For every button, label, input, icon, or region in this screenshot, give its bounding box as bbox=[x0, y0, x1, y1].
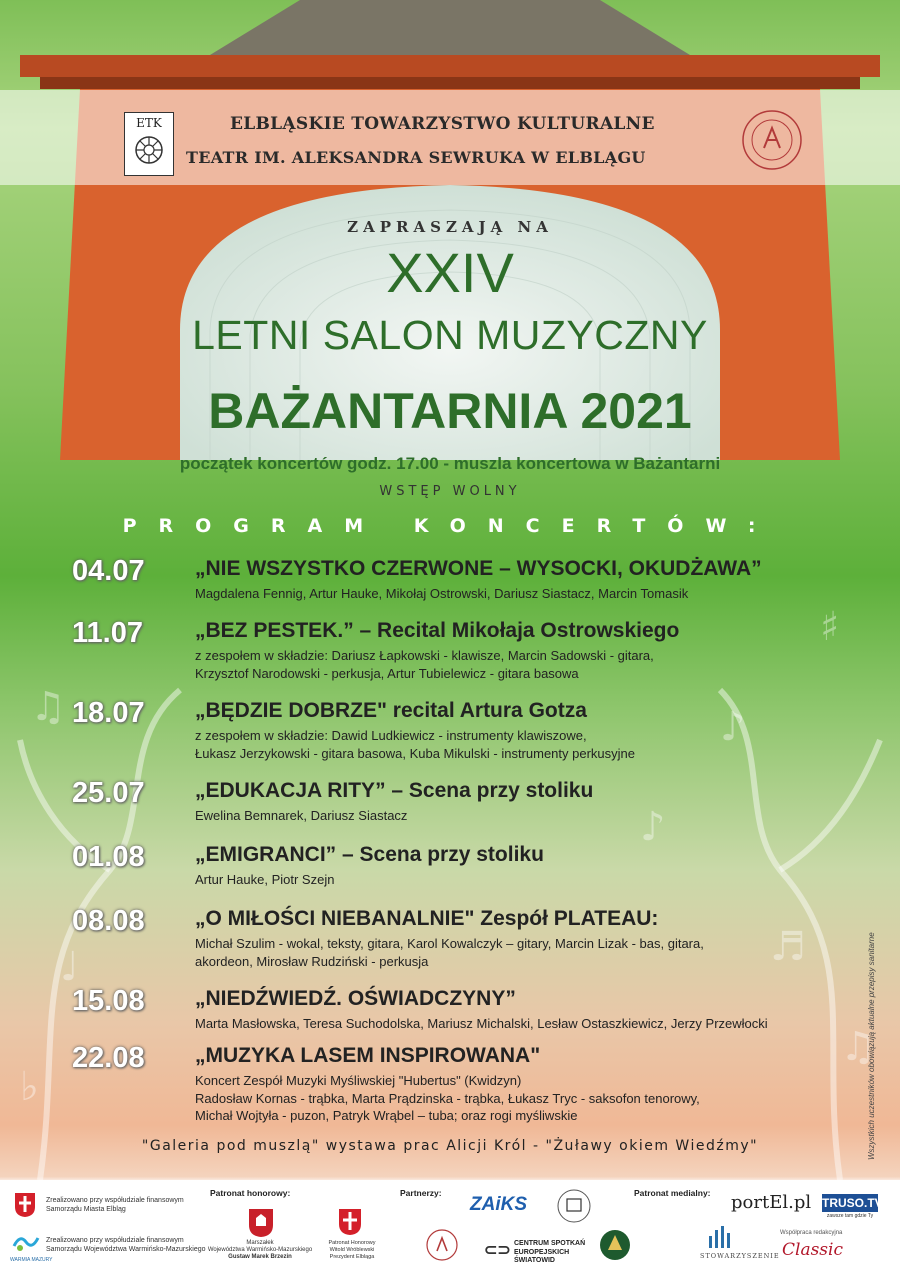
warmia-mazury-label: WARMIA MAZURY bbox=[10, 1257, 53, 1263]
concert-date: 08.08 bbox=[72, 905, 145, 937]
patronage-line: Województwa Warmińsko-Mazurskiego bbox=[207, 1247, 313, 1253]
honorary-patronage-heading: Patronat honorowy: bbox=[210, 1188, 291, 1198]
svg-text:♫: ♫ bbox=[840, 1024, 876, 1070]
truso-tv-logo: TRUSO.TV bbox=[822, 1196, 883, 1210]
stowarzyszenie-logo-icon bbox=[706, 1224, 732, 1250]
svg-text:♯: ♯ bbox=[820, 604, 840, 650]
partners-heading: Partnerzy: bbox=[400, 1188, 442, 1198]
radio-classic-logo: Classic bbox=[782, 1240, 843, 1260]
performers-line: Ewelina Bemnarek, Dariusz Siastacz bbox=[195, 808, 408, 823]
concert-title: „EDUKACJA RITY” – Scena przy stoliku bbox=[195, 779, 594, 802]
president-patronage bbox=[322, 1240, 382, 1261]
csew-logo-text bbox=[514, 1240, 585, 1266]
concert-date: 18.07 bbox=[72, 697, 145, 729]
theatre-seal-small-icon bbox=[425, 1228, 459, 1262]
concert-performers bbox=[195, 807, 795, 825]
etk-logo bbox=[124, 112, 174, 176]
patronage-line: Patronat Honorowy bbox=[328, 1240, 376, 1246]
concert-performers bbox=[195, 727, 795, 762]
concert-title: „NIE WSZYSTKO CZERWONE – WYSOCKI, OKUDŻAWA” bbox=[195, 557, 762, 580]
performers-line: Marta Masłowska, Teresa Suchodolska, Mariusz Michalski, Lesław Ostaszkiewicz, Jerzy Przewłocki bbox=[195, 1016, 768, 1031]
free-entry-note: WSTĘP WOLNY bbox=[379, 484, 521, 499]
theatre-seal-logo bbox=[740, 108, 804, 172]
truso-tv-slogan: zawsze tam gdzie Ty bbox=[826, 1213, 874, 1219]
etk-logo-text: ETK bbox=[136, 116, 162, 130]
funding-line: Zrealizowano przy współudziale finansowym bbox=[46, 1197, 184, 1204]
concert-performers bbox=[195, 585, 795, 603]
concert-title: „NIEDŹWIEDŹ. OŚWIADCZYNY” bbox=[195, 987, 516, 1010]
gallery-exhibition-note: "Galeria pod muszlą" wystawa prac Alicji Król - "Żuławy okiem Wiedźmy" bbox=[141, 1138, 759, 1154]
funding-region-note bbox=[46, 1236, 206, 1254]
performers-line: Radosław Kornas - trąbka, Marta Prądzinska - trąbka, Łukasz Tryc - saksofon tenorowy, bbox=[195, 1090, 700, 1106]
concert-date: 11.07 bbox=[72, 617, 143, 649]
elblag-president-coat-of-arms-icon bbox=[338, 1208, 362, 1236]
svg-text:♭: ♭ bbox=[20, 1064, 39, 1110]
concert-performers bbox=[195, 871, 795, 889]
performers-line: Magdalena Fennig, Artur Hauke, Mikołaj Ostrowski, Dariusz Siastacz, Marcin Tomasik bbox=[195, 586, 689, 601]
media-patronage-heading: Patronat medialny: bbox=[634, 1188, 711, 1198]
funding-line: Samorządu Miasta Elbląg bbox=[46, 1206, 126, 1213]
patronage-line: Marszałek bbox=[246, 1240, 274, 1246]
concert-performers bbox=[195, 1072, 795, 1125]
svg-text:♪: ♪ bbox=[720, 704, 746, 750]
patronage-line: Witold Wróblewski bbox=[329, 1247, 375, 1253]
stowarzyszenie-label: STOWARZYSZENIE bbox=[700, 1252, 780, 1260]
performers-line: Krzysztof Narodowski - perkusja, Artur Tubielewicz - gitara basowa bbox=[195, 665, 579, 681]
svg-text:♩: ♩ bbox=[60, 944, 79, 990]
svg-text:♪: ♪ bbox=[640, 804, 666, 850]
elblag-coat-of-arms-icon bbox=[14, 1192, 36, 1218]
partner-circular-logo-icon bbox=[556, 1188, 592, 1224]
portel-logo: portEl.pl bbox=[731, 1192, 812, 1213]
concert-title: „BEZ PESTEK.” – Recital Mikołaja Ostrowskiego bbox=[195, 619, 680, 642]
concert-date: 01.08 bbox=[72, 841, 145, 873]
concert-date: 25.07 bbox=[72, 777, 145, 809]
region-coat-of-arms-icon bbox=[248, 1208, 274, 1238]
svg-text:♫: ♫ bbox=[30, 684, 66, 730]
performers-line: Michał Szulim - wokal, teksty, gitara, Karol Kowalczyk – gitary, Marcin Lizak - bas, gitara, bbox=[195, 936, 704, 951]
funding-line: Zrealizowano przy współudziale finansowym bbox=[46, 1237, 184, 1244]
performers-line: Michał Wojtyła - puzon, Patryk Wrąbel – tuba; oraz rogi myśliwskie bbox=[195, 1108, 578, 1123]
concert-performers bbox=[195, 647, 795, 682]
classic-caption: Współpraca redakcyjna bbox=[780, 1230, 843, 1236]
performers-line: Artur Hauke, Piotr Szejn bbox=[195, 872, 335, 887]
program-heading: PROGRAM KONCERTÓW: bbox=[122, 515, 778, 537]
concert-performers bbox=[195, 935, 795, 970]
organizer-line-1: ELBLĄSKIE TOWARZYSTWO KULTURALNE bbox=[230, 114, 655, 134]
forestry-emblem-icon bbox=[598, 1228, 632, 1262]
festival-edition: XXIV bbox=[386, 241, 514, 304]
patronage-line: Prezydent Elbląga bbox=[329, 1254, 375, 1260]
festival-subtitle-year: BAŻANTARNIA 2021 bbox=[208, 383, 692, 439]
performers-line: akordeon, Mirosław Rudziński - perkusja bbox=[195, 953, 429, 969]
concert-title: „EMIGRANCI” – Scena przy stoliku bbox=[195, 843, 544, 866]
concert-title: „O MIŁOŚCI NIEBANALNIE" Zespół PLATEAU: bbox=[195, 907, 659, 930]
performers-line: Koncert Zespół Muzyki Myśliwskiej "Hubertus" (Kwidzyn) bbox=[195, 1073, 522, 1088]
csew-line: ŚWIATOWID bbox=[514, 1257, 555, 1264]
svg-text:♬: ♬ bbox=[770, 924, 806, 970]
performers-line: Łukasz Jerzykowski - gitara basowa, Kuba Mikulski - instrumenty perkusyjne bbox=[195, 745, 636, 761]
concert-title: „BĘDZIE DOBRZE" recital Artura Gotza bbox=[195, 699, 587, 722]
warmia-mazury-logo-icon bbox=[12, 1232, 40, 1254]
organizer-line-2: TEATR IM. ALEKSANDRA SEWRUKA W ELBLĄGU bbox=[186, 148, 646, 167]
concert-date: 15.08 bbox=[72, 985, 145, 1017]
sanitary-rules-note: Wszystkich uczestników obowiązują aktualne przepisy sanitarne bbox=[867, 932, 876, 1160]
performers-line: z zespołem w składzie: Dawid Ludkiewicz - instrumenty klawiszowe, bbox=[195, 728, 587, 743]
concert-date: 22.08 bbox=[72, 1042, 145, 1074]
csew-mark-icon: ⊂⊃ bbox=[484, 1242, 511, 1259]
concert-date: 04.07 bbox=[72, 555, 145, 587]
concert-time-location: początek koncertów godz. 17.00 - muszla koncertowa w Bażantarni bbox=[179, 454, 721, 473]
funding-line: Samorządu Województwa Warmińsko-Mazurskiego bbox=[46, 1246, 206, 1253]
csew-line: CENTRUM SPOTKAŃ bbox=[514, 1240, 586, 1247]
concert-title: „MUZYKA LASEM INSPIROWANA" bbox=[195, 1044, 541, 1067]
patronage-line: Gustaw Marek Brzezin bbox=[228, 1254, 292, 1260]
csew-line: EUROPEJSKICH bbox=[514, 1248, 570, 1256]
festival-title: LETNI SALON MUZYCZNY bbox=[192, 312, 708, 358]
funding-city-note bbox=[46, 1196, 184, 1214]
zaiks-logo: ZAiKS bbox=[470, 1194, 527, 1215]
etk-emblem-icon bbox=[132, 133, 166, 167]
marszalek-patronage bbox=[200, 1240, 320, 1261]
performers-line: z zespołem w składzie: Dariusz Łapkowski - klawisze, Marcin Sadowski - gitara, bbox=[195, 648, 654, 663]
invite-text: ZAPRASZAJĄ NA bbox=[347, 218, 553, 236]
sponsors-footer bbox=[0, 1180, 900, 1279]
concert-performers bbox=[195, 1015, 795, 1033]
